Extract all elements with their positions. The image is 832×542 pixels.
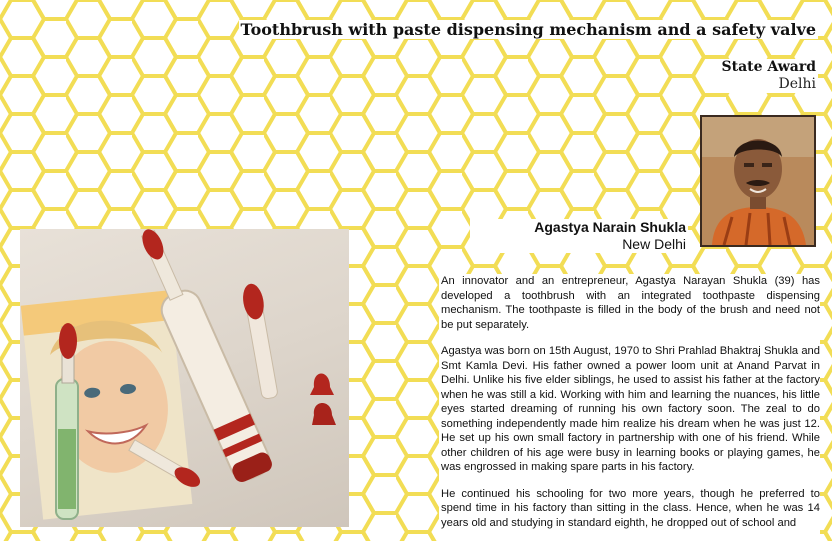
award-name: State Award <box>721 59 816 75</box>
innovator-name: Agastya Narain Shukla <box>534 219 686 235</box>
portrait-photo <box>702 117 814 245</box>
paragraph: He continued his schooling for two more years, though he preferred to spend time in his factory than sitting in the class. Hence, when he was 14 years old and studying in standard eighth, he dropped out of school and <box>441 487 820 529</box>
innovator-block <box>470 219 688 253</box>
article-body <box>439 274 820 542</box>
award-location: Delhi <box>778 76 816 92</box>
award-block <box>720 59 818 93</box>
innovator-location: New Delhi <box>622 236 686 252</box>
innovator-portrait <box>700 115 816 247</box>
toothbrush-illustration <box>20 229 349 527</box>
paragraph: An innovator and an entrepreneur, Agastya Narayan Shukla (39) has developed a toothbrush with an integrated toothpaste dispensing mechanism. The toothpaste is filled in the body of the brush and need not be put separately. <box>441 275 820 331</box>
page-title: Toothbrush with paste dispensing mechanism and a safety valve <box>240 20 816 39</box>
product-photo <box>20 229 349 527</box>
paragraph: Agastya was born on 15th August, 1970 to Shri Prahlad Bhaktraj Shukla and Smt Kamla Devi. His father owned a power loom unit at Anand Parvat in Delhi. Unlike his five elder siblings, he used to assist his father at the factory when he was still a kid. Working with him and learning the nuances, his little eyes started dreaming of running his own factory soon. The zeal to do something independently made him realize his dream when he was just 12. He set up his own small factory in partnership with one of his friend. While other children of his age were busy in learning books or playing games, he was engrossed in making spare parts in his factory. <box>441 345 820 473</box>
